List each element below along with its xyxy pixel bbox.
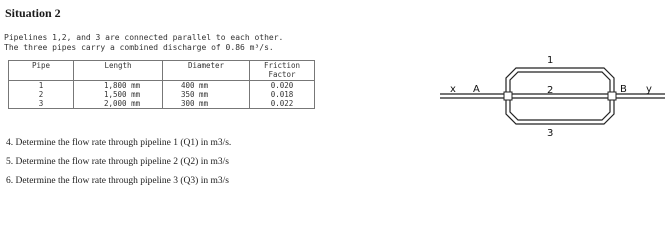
pipe-length: 1,800 mm <box>104 81 141 90</box>
pipe-diameter: 350 mm <box>181 90 209 99</box>
header-pipe: Pipe <box>9 61 74 81</box>
pipe-2-line <box>510 94 612 98</box>
pipe-3-line <box>506 98 614 124</box>
problem-statement-line-1: Pipelines 1,2, and 3 are connected parallel to each other. <box>4 33 284 42</box>
label-a: A <box>473 84 480 95</box>
label-pipe-3: 3 <box>547 128 554 139</box>
label-b: B <box>620 84 627 95</box>
header-length: Length <box>74 61 163 81</box>
question-5: 5. Determine the flow rate through pipeline 2 (Q2) in m3/s <box>6 157 229 167</box>
cell-friction-factor <box>250 81 315 109</box>
junction-b <box>608 92 616 100</box>
table-header-row <box>9 61 315 81</box>
cell-length <box>74 81 163 109</box>
pipe-diameter: 400 mm <box>181 81 209 90</box>
pipe-length: 2,000 mm <box>104 99 141 108</box>
header-factor: Factor <box>268 70 296 79</box>
question-4: 4. Determine the flow rate through pipeline 1 (Q1) in m3/s. <box>6 138 232 148</box>
header-friction: Friction <box>263 61 301 70</box>
label-pipe-2: 2 <box>547 85 554 96</box>
label-pipe-1: 1 <box>547 55 554 66</box>
header-diameter: Diameter <box>163 61 250 81</box>
pipe-number: 3 <box>38 99 44 108</box>
pipe-friction: 0.022 <box>270 99 294 108</box>
parallel-pipes-diagram <box>440 48 665 158</box>
table-row <box>9 81 315 109</box>
pipe-number: 2 <box>38 90 44 99</box>
header-friction-factor <box>250 61 315 81</box>
pipe-length: 1,500 mm <box>104 90 141 99</box>
pipe-diameter: 300 mm <box>181 99 209 108</box>
pipe-friction: 0.018 <box>270 90 294 99</box>
pipe-properties-table <box>8 60 315 109</box>
label-x: x <box>450 84 456 95</box>
junction-a <box>504 92 512 100</box>
question-6: 6. Determine the flow rate through pipeline 3 (Q3) in m3/s <box>6 176 229 186</box>
label-y: y <box>646 84 652 95</box>
cell-pipe <box>9 81 74 109</box>
pipe-1-line <box>506 68 614 94</box>
situation-heading: Situation 2 <box>5 6 61 20</box>
problem-statement-line-2: The three pipes carry a combined discharge of 0.86 m³/s. <box>4 43 274 52</box>
cell-diameter <box>163 81 250 109</box>
pipe-friction: 0.020 <box>270 81 294 90</box>
pipe-number: 1 <box>38 81 44 90</box>
